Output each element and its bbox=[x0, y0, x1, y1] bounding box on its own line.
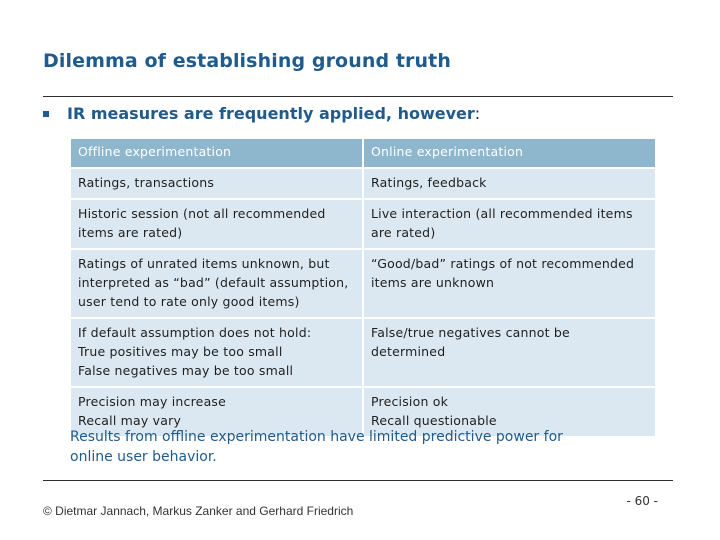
cell-line: Precision may increase bbox=[78, 394, 227, 409]
cell-line: If default assumption does not hold: bbox=[78, 325, 312, 340]
conclusion-text bbox=[70, 427, 630, 467]
table-row bbox=[71, 319, 657, 388]
cell-line: Historic session (not all recommended bbox=[78, 206, 326, 221]
table-row bbox=[71, 200, 657, 250]
cell-line: Ratings of unrated items unknown, but bbox=[78, 256, 330, 271]
cell-line: determined bbox=[371, 344, 446, 359]
table-row bbox=[71, 250, 657, 319]
cell-line: are rated) bbox=[371, 225, 436, 240]
title-divider bbox=[43, 96, 673, 97]
offline-cell bbox=[71, 169, 364, 200]
online-cell bbox=[364, 319, 657, 388]
cell-line: “Good/bad” ratings of not recommended bbox=[371, 256, 635, 271]
online-cell bbox=[364, 200, 657, 250]
header-offline: Offline experimentation bbox=[71, 139, 364, 169]
offline-cell bbox=[71, 250, 364, 319]
cell-line: Ratings, feedback bbox=[371, 175, 487, 190]
online-cell bbox=[364, 250, 657, 319]
table-header-row bbox=[71, 139, 657, 169]
cell-line: False/true negatives cannot be bbox=[371, 325, 570, 340]
cell-line: items are rated) bbox=[78, 225, 183, 240]
cell-line: interpreted as “bad” (default assumption, bbox=[78, 275, 349, 290]
cell-line: Live interaction (all recommended items bbox=[371, 206, 633, 221]
footer-copyright: © Dietmar Jannach, Markus Zanker and Gerhard Friedrich bbox=[43, 504, 354, 518]
bullet-point bbox=[43, 104, 480, 123]
cell-line: Ratings, transactions bbox=[78, 175, 215, 190]
cell-line: False negatives may be too small bbox=[78, 363, 294, 378]
cell-line: Recall may vary bbox=[78, 413, 182, 428]
page-number: - 60 - bbox=[626, 494, 658, 508]
cell-line: Recall questionable bbox=[371, 413, 497, 428]
cell-line: Precision ok bbox=[371, 394, 449, 409]
online-cell bbox=[364, 169, 657, 200]
square-bullet-icon bbox=[43, 111, 49, 117]
offline-cell bbox=[71, 319, 364, 388]
footer-divider bbox=[43, 480, 673, 481]
cell-line: items are unknown bbox=[371, 275, 495, 290]
header-online: Online experimentation bbox=[364, 139, 657, 169]
bullet-text: IR measures are frequently applied, however bbox=[67, 104, 475, 123]
offline-cell bbox=[71, 200, 364, 250]
conclusion-line: Results from offline experimentation have limited predictive power for bbox=[70, 429, 563, 445]
table-row bbox=[71, 169, 657, 200]
comparison-table bbox=[71, 139, 657, 438]
cell-line: True positives may be too small bbox=[78, 344, 283, 359]
bullet-colon: : bbox=[474, 104, 481, 123]
conclusion-line: online user behavior. bbox=[70, 449, 217, 465]
slide-title: Dilemma of establishing ground truth bbox=[43, 50, 451, 72]
cell-line: user tend to rate only good items) bbox=[78, 294, 300, 309]
